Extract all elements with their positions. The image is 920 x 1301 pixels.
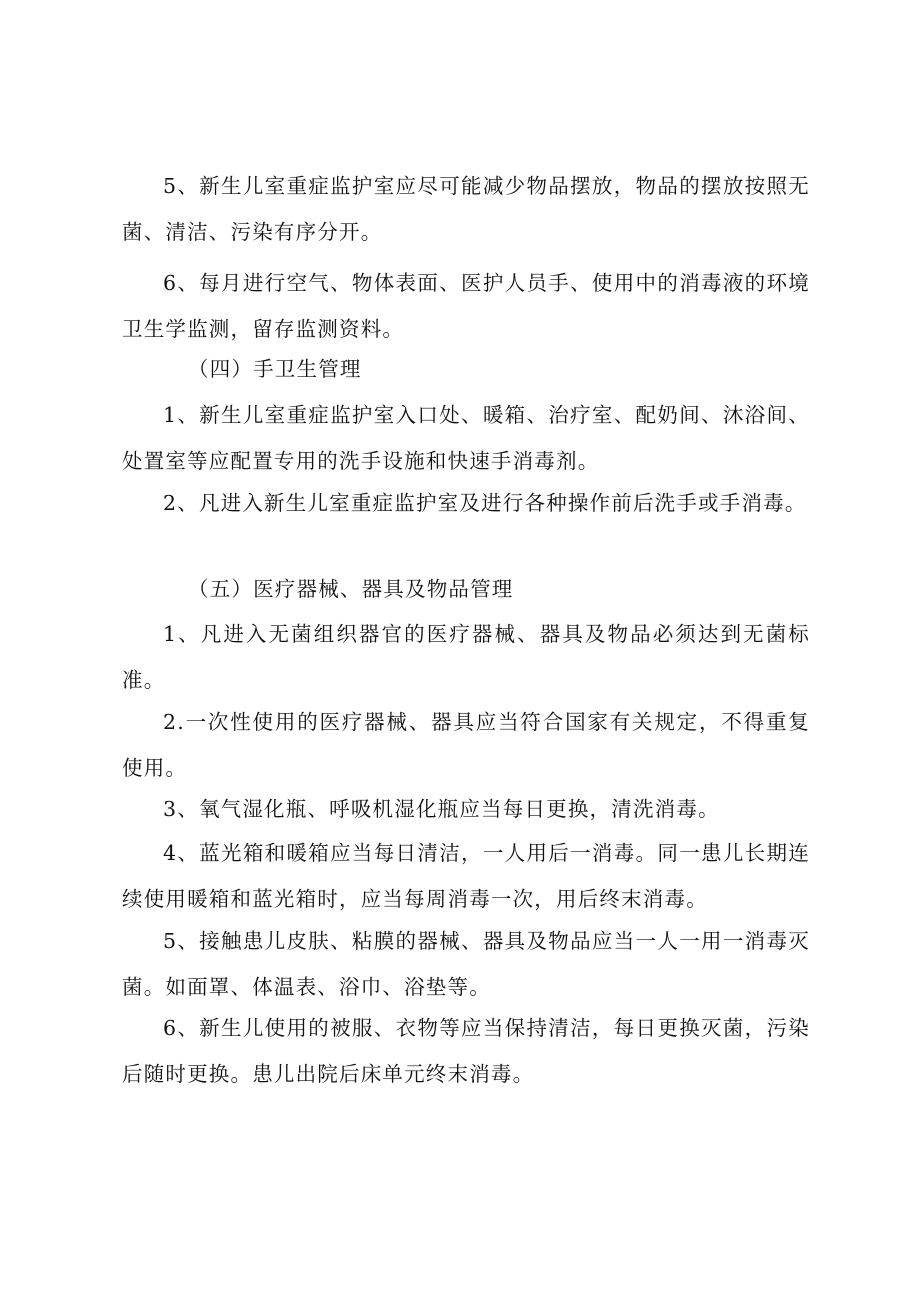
paragraph-item-6-monitoring: 6、每月进行空气、物体表面、医护人员手、使用中的消毒液的环境卫生学监测，留存监测资料。: [122, 271, 810, 341]
paragraph-item-5-storage: 5、新生儿室重症监护室应尽可能减少物品摆放，物品的摆放按照无菌、清洁、污染有序分开。: [122, 174, 810, 244]
paragraph-devices-4: 4、蓝光箱和暖箱应当每日清洁，一人用后一消毒。同一患儿长期连续使用暖箱和蓝光箱时，应当每周消毒一次，用后终末消毒。: [122, 841, 810, 911]
paragraph-devices-1: 1、凡进入无菌组织器官的医疗器械、器具及物品必须达到无菌标准。: [122, 622, 810, 692]
paragraph-hand-hygiene-1: 1、新生儿室重症监护室入口处、暖箱、治疗室、配奶间、沐浴间、处置室等应配置专用的洗手设施和快速手消毒剂。: [122, 403, 810, 473]
paragraph-devices-5: 5、接触患儿皮肤、粘膜的器械、器具及物品应当一人一用一消毒灭菌。如面罩、体温表、浴巾、浴垫等。: [122, 929, 810, 999]
paragraph-hand-hygiene-2: 2、凡进入新生儿室重症监护室及进行各种操作前后洗手或手消毒。: [163, 491, 807, 515]
section-heading-hand-hygiene: （四）手卫生管理: [188, 357, 362, 381]
paragraph-devices-2: 2.一次性使用的医疗器械、器具应当符合国家有关规定，不得重复使用。: [122, 710, 810, 780]
section-heading-medical-devices: （五）医疗器械、器具及物品管理: [188, 577, 514, 601]
paragraph-devices-3: 3、氧气湿化瓶、呼吸机湿化瓶应当每日更换，清洗消毒。: [163, 797, 720, 821]
paragraph-devices-6: 6、新生儿使用的被服、衣物等应当保持清洁，每日更换灭菌，污染后随时更换。患儿出院后床单元终末消毒。: [122, 1016, 810, 1086]
